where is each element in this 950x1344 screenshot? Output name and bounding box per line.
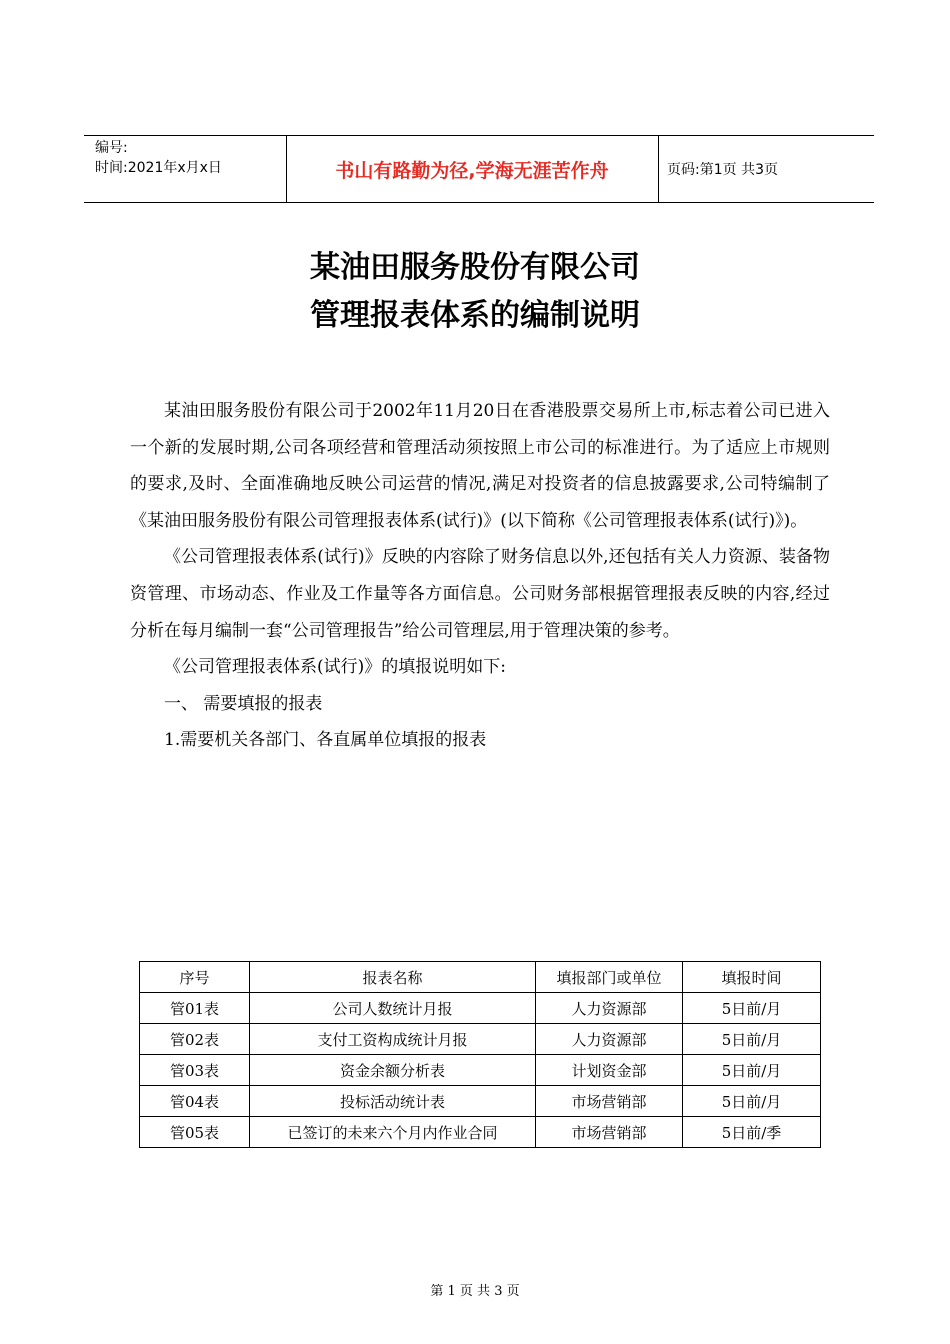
table-cell: 市场营销部 (536, 1086, 683, 1117)
document-title-line-2: 管理报表体系的编制说明 (310, 298, 640, 333)
table-cell: 资金余额分析表 (250, 1055, 536, 1086)
subsection-heading: 1.需要机关各部门、各直属单位填报的报表 (164, 730, 487, 751)
table-cell: 人力资源部 (536, 1024, 683, 1055)
paragraph-instructions: 《公司管理报表体系(试行)》的填报说明如下: (164, 657, 506, 678)
document-number-label: 编号: (95, 140, 128, 156)
table-row (140, 1086, 821, 1117)
table-cell: 人力资源部 (536, 993, 683, 1024)
paragraph-content: 《公司管理报表体系(试行)》反映的内容除了财务信息以外,还包括有关人力资源、装备物资管理、市场动态、作业及工作量等各方面信息。公司财务部根据管理报表反映的内容,经过分析在每月编制一套“公司管理报告”给公司管理层,用于管理决策的参考。 (130, 547, 830, 641)
column-header: 报表名称 (250, 962, 536, 993)
document-title-line-1: 某油田服务股份有限公司 (310, 250, 640, 285)
table-cell: 5日前/月 (683, 1086, 821, 1117)
document-time-label: 时间:2021年x月x日 (95, 160, 222, 176)
header-meta (95, 138, 222, 178)
table-cell: 投标活动统计表 (250, 1086, 536, 1117)
table-cell: 支付工资构成统计月报 (250, 1024, 536, 1055)
table-cell: 5日前/季 (683, 1117, 821, 1148)
table-cell: 管04表 (140, 1086, 250, 1117)
table-cell: 5日前/月 (683, 993, 821, 1024)
column-header: 序号 (140, 962, 250, 993)
reports-table (139, 961, 821, 1148)
table-row (140, 1024, 821, 1055)
table-cell: 已签订的未来六个月内作业合同 (250, 1117, 536, 1148)
table-cell: 管01表 (140, 993, 250, 1024)
section-heading: 一、 需要填报的报表 (164, 693, 323, 714)
table-row (140, 1117, 821, 1148)
header-motto: 书山有路勤为径,学海无涯苦作舟 (335, 159, 609, 182)
table-cell: 公司人数统计月报 (250, 993, 536, 1024)
table-cell: 管02表 (140, 1024, 250, 1055)
column-header: 填报时间 (683, 962, 821, 993)
table-cell: 管05表 (140, 1117, 250, 1148)
header-page-number: 页码:第1页 共3页 (667, 162, 778, 178)
table-row (140, 1055, 821, 1086)
table-row (140, 993, 821, 1024)
document-body (130, 393, 830, 759)
page-footer: 第 1 页 共 3 页 (430, 1284, 520, 1299)
table-cell: 5日前/月 (683, 1024, 821, 1055)
header-divider (658, 136, 659, 202)
table-cell: 计划资金部 (536, 1055, 683, 1086)
table-cell: 管03表 (140, 1055, 250, 1086)
document-header (84, 135, 874, 203)
table-header-row (140, 962, 821, 993)
table-cell: 市场营销部 (536, 1117, 683, 1148)
column-header: 填报部门或单位 (536, 962, 683, 993)
paragraph-intro: 某油田服务股份有限公司于2002年11月20日在香港股票交易所上市,标志着公司已进入一个新的发展时期,公司各项经营和管理活动须按照上市公司的标准进行。为了适应上市规则的要求,及时、全面准确地反映公司运营的情况,满足对投资者的信息披露要求,公司特编制了《某油田服务股份有限公司管理报表体系(试行)》(以下简称《公司管理报表体系(试行)》)。 (130, 401, 830, 531)
table-cell: 5日前/月 (683, 1055, 821, 1086)
